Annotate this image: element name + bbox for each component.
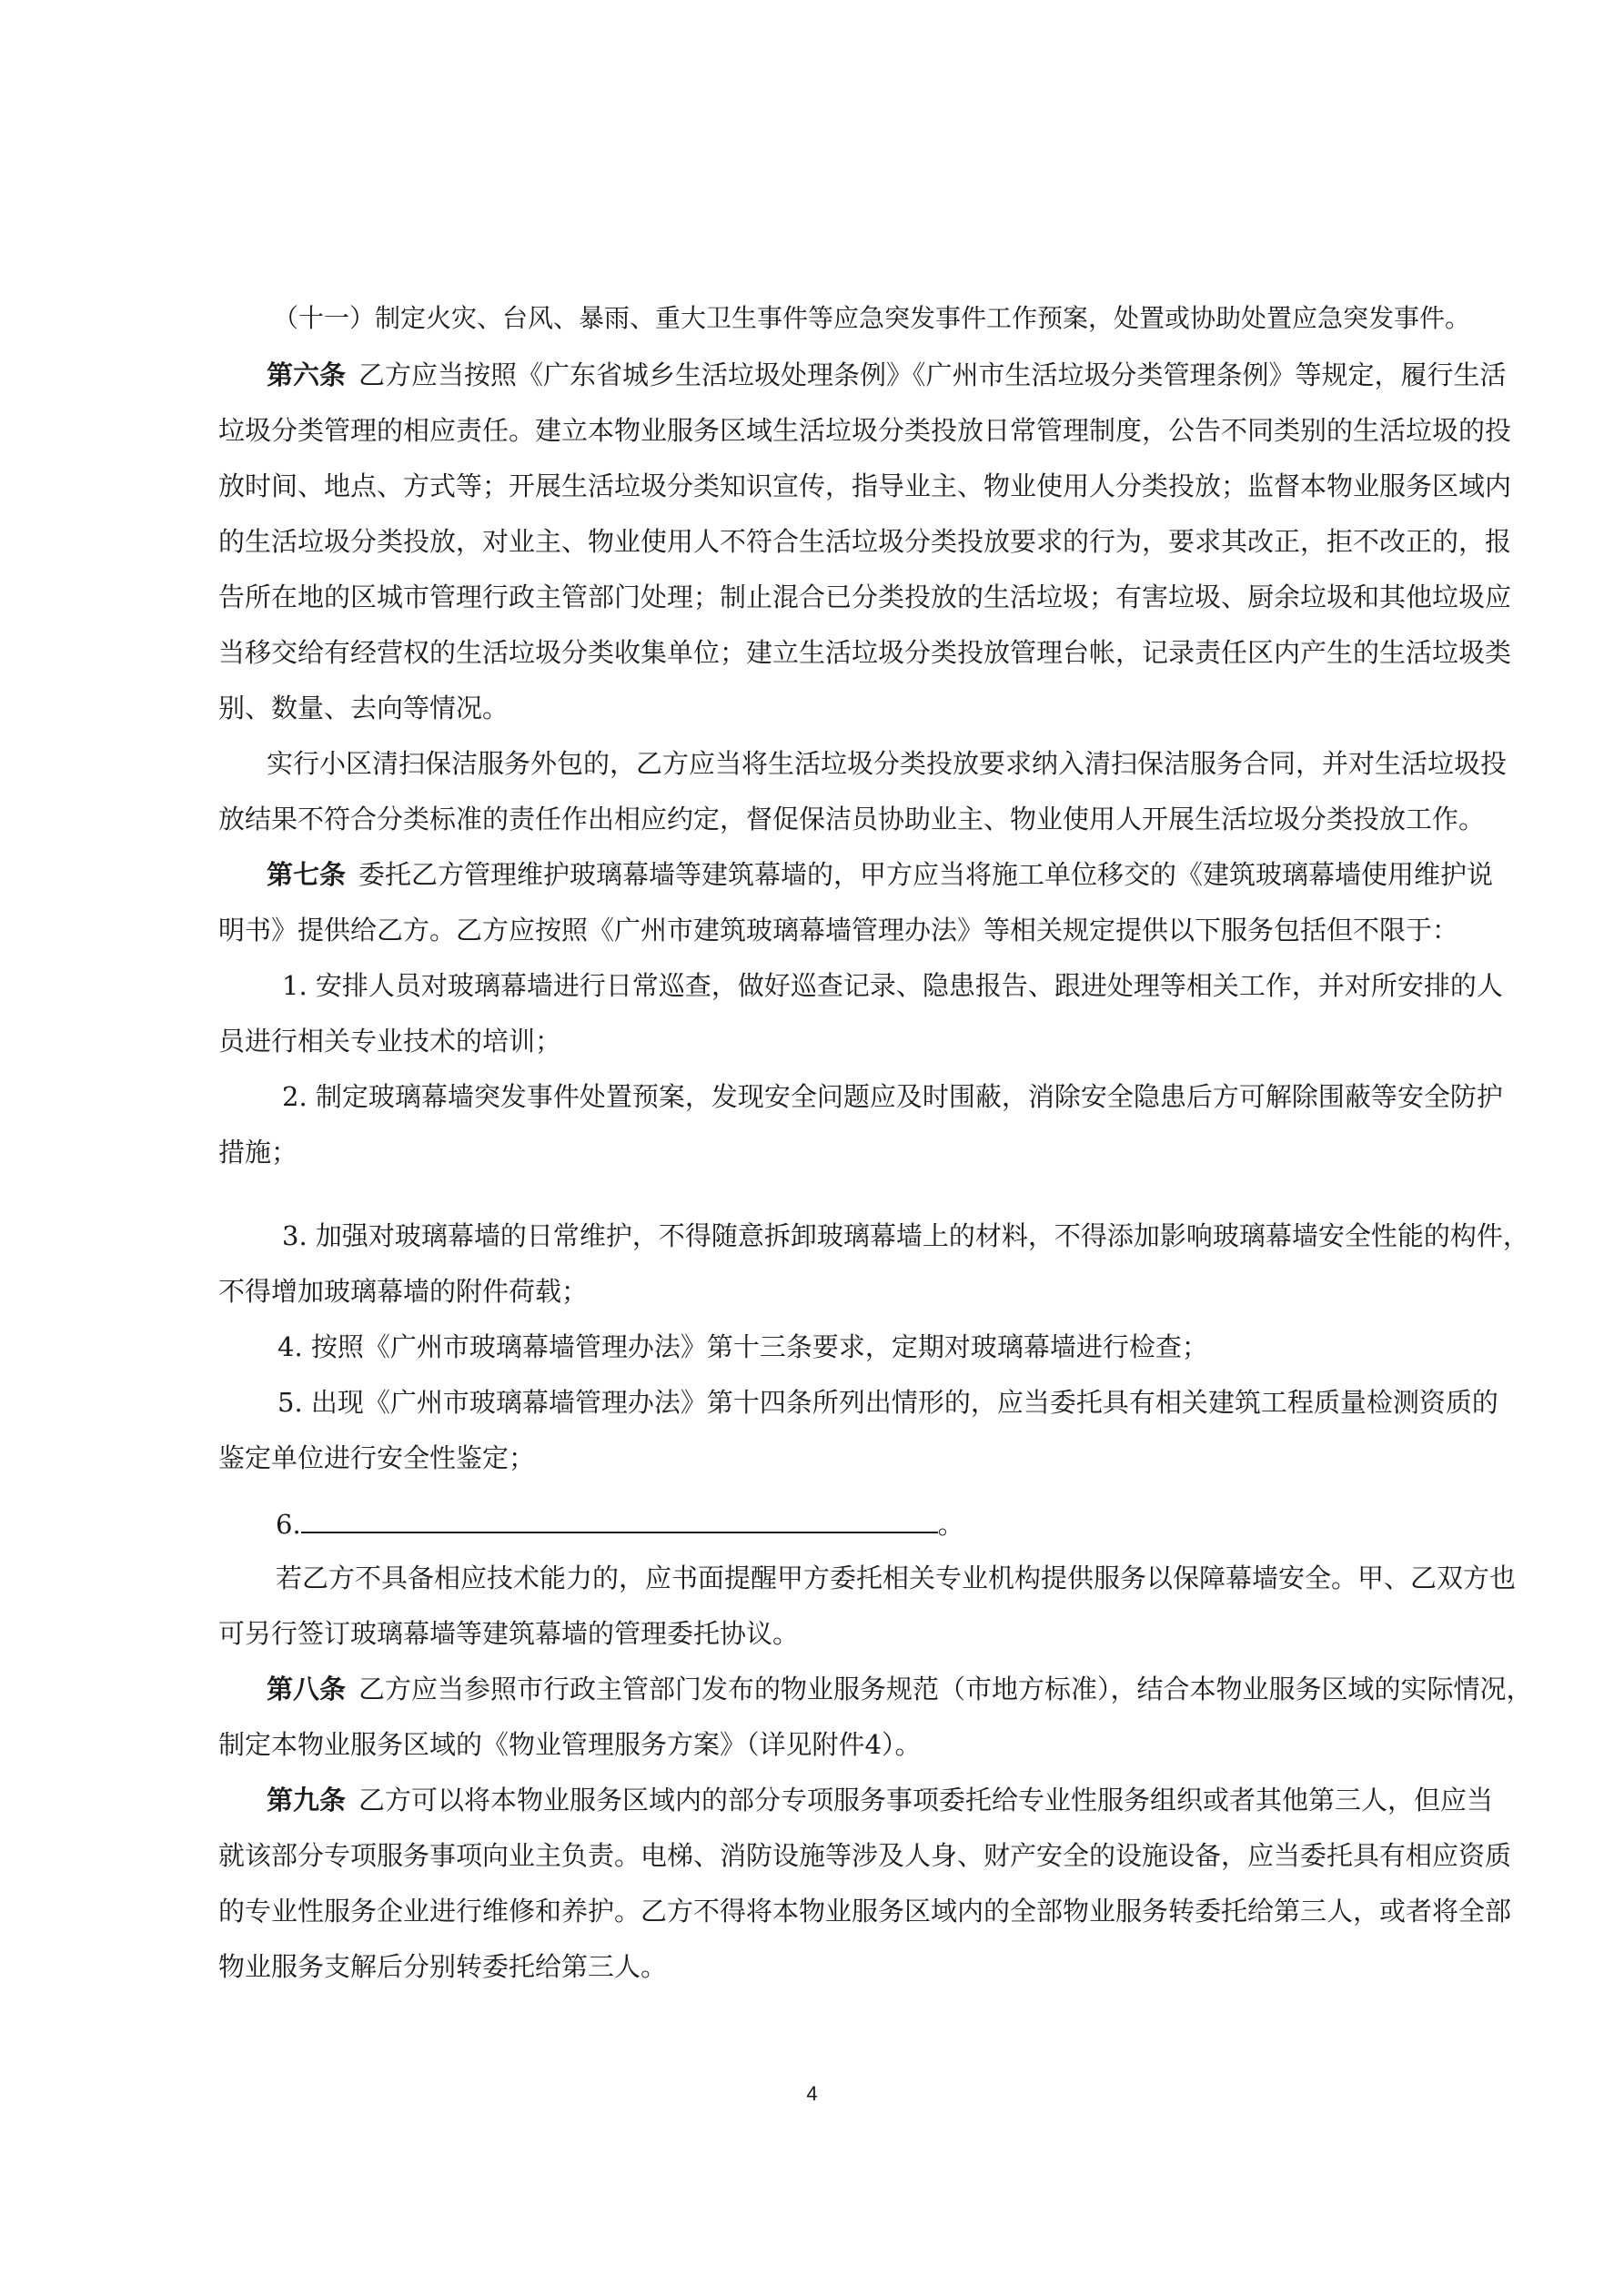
article-6-line-7: 别、数量、去向等情况。 [218,693,509,723]
article-7-line-2: 明书》提供给乙方。乙方应按照《广州市建筑玻璃幕墙管理办法》等相关规定提供以下服务包括但不限于： [218,915,1459,946]
article-7-item-3-line-1: 3. 加强对玻璃幕墙的日常维护，不得随意拆卸玻璃幕墙上的材料，不得添加影响玻璃幕墙安全性能的构件， [282,1220,1529,1251]
article-9-line-4: 物业服务支解后分别转委托给第三人。 [218,1951,668,1982]
article-7-item-5-line-1: 5. 出现《广州市玻璃幕墙管理办法》第十四条所列出情形的，应当委托具有相关建筑工程质量检测资质的 [277,1387,1498,1418]
article-6-title: 第六条 [267,359,347,390]
paragraph-item-11: （十一）制定火灾、台风、暴雨、重大卫生事件等应急突发事件工作预案，处置或协助处置应急突发事件。 [273,303,1471,333]
article-7-item-2-line-1: 2. 制定玻璃幕墙突发事件处置预案，发现安全问题应及时围蔽，消除安全隐患后方可解除围蔽等安全防护 [282,1081,1503,1112]
article-7-para-3-line-2: 可另行签订玻璃幕墙等建筑幕墙的管理委托协议。 [218,1618,800,1649]
article-6-line-1: 第六条 乙方应当按照《广东省城乡生活垃圾处理条例》《广州市生活垃圾分类管理条例》等规定，履行生活 [267,359,1507,390]
article-8-title: 第八条 [267,1674,347,1704]
article-7-item-3-line-2: 不得增加玻璃幕墙的附件荷载； [218,1276,589,1307]
article-7-item-5-line-2: 鉴定单位进行安全性鉴定； [218,1442,536,1473]
article-7-item-1-line-2: 员进行相关专业技术的培训； [218,1026,562,1057]
article-6-para-2-line-2: 放结果不符合分类标准的责任作出相应约定，督促保洁员协助业主、物业使用人开展生活垃圾分类投放工作。 [218,804,1486,834]
article-9-line-3: 的专业性服务企业进行维修和养护。乙方不得将本物业服务区域内的全部物业服务转委托给第三人，或者将全部 [218,1896,1512,1927]
article-6-line-4: 的生活垃圾分类投放，对业主、物业使用人不符合生活垃圾分类投放要求的行为，要求其改正，拒不改正的，报 [218,526,1512,557]
article-9-line-2: 就该部分专项服务事项向业主负责。电梯、消防设施等涉及人身、财产安全的设施设备，应当委托具有相应资质 [218,1840,1512,1871]
article-8-line-2: 制定本物业服务区域的《物业管理服务方案》（详见附件4）。 [218,1729,922,1760]
article-7-item-1-line-1: 1. 安排人员对玻璃幕墙进行日常巡查，做好巡查记录、隐患报告、跟进处理等相关工作，并对所安排的人 [282,970,1503,1001]
article-7-item-6: 6. 。 [276,1504,964,1542]
page-number: 4 [806,2082,818,2105]
article-7-line-1: 第七条 委托乙方管理维护玻璃幕墙等建筑幕墙的，甲方应当将施工单位移交的《建筑玻璃幕墙使用维护说 [267,859,1494,890]
article-6-line-3: 放时间、地点、方式等；开展生活垃圾分类知识宣传，指导业主、物业使用人分类投放；监督本物业服务区域内 [218,470,1512,501]
article-6-para-2-line-1: 实行小区清扫保洁服务外包的，乙方应当将生活垃圾分类投放要求纳入清扫保洁服务合同，并对生活垃圾投 [267,748,1508,779]
article-9-line-1: 第九条 乙方可以将本物业服务区域内的部分专项服务事项委托给专业性服务组织或者其他第三人，但应当 [267,1785,1494,1816]
article-8-line-1: 第八条 乙方应当参照市行政主管部门发布的物业服务规范（市地方标准），结合本物业服务区域的实际情况， [267,1674,1533,1704]
article-7-title: 第七条 [267,859,347,890]
article-7-para-3-line-1: 若乙方不具备相应技术能力的，应书面提醒甲方委托相关专业机构提供服务以保障幕墙安全。甲、乙双方也 [276,1563,1517,1593]
article-7-item-4: 4. 按照《广州市玻璃幕墙管理办法》第十三条要求，定期对玻璃幕墙进行检查； [277,1331,1208,1362]
article-6-line-2: 垃圾分类管理的相应责任。建立本物业服务区域生活垃圾分类投放日常管理制度，公告不同类别的生活垃圾的投 [218,415,1512,446]
fill-in-blank [301,1504,938,1533]
article-7-item-2-line-2: 措施； [218,1137,298,1168]
article-6-line-5: 告所在地的区城市管理行政主管部门处理；制止混合已分类投放的生活垃圾；有害垃圾、厨余垃圾和其他垃圾应 [218,582,1512,612]
article-6-line-6: 当移交给有经营权的生活垃圾分类收集单位；建立生活垃圾分类投放管理台帐，记录责任区内产生的生活垃圾类 [218,637,1512,668]
article-9-title: 第九条 [267,1785,347,1816]
